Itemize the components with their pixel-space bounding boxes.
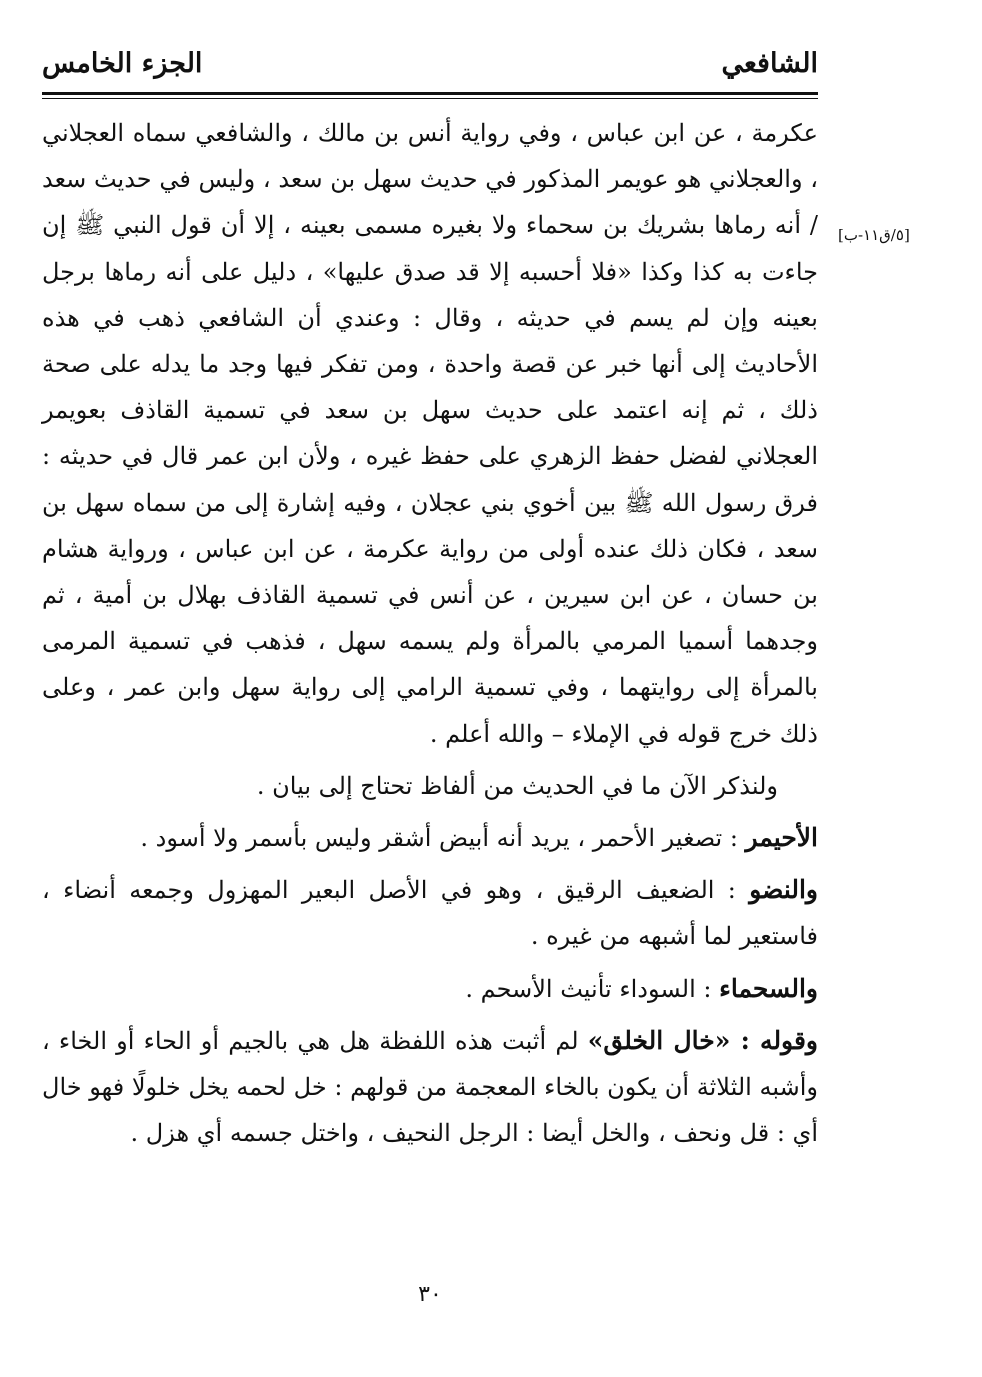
defined-term: والسحماء (719, 973, 818, 1003)
header-rule-thick (42, 92, 818, 95)
defined-term: والنضو (749, 875, 818, 905)
definition-text: : الضعيف الرقيق ، وهو في الأصل البعير المهزول وجمعه أنضاء ، فاستعير لما أشبهه من غيره . (42, 876, 818, 951)
page-number: ٣٠ (418, 1282, 442, 1307)
header-rule-thin (42, 98, 818, 99)
margin-folio-note: [٥/ق١١-ب] (838, 226, 910, 244)
paragraph-text: عكرمة ، عن ابن عباس ، وفي رواية أنس بن مالك ، والشافعي سماه العجلاني ، والعجلاني هو عويمر المذكور في حديث سهل بن سعد ، وليس في حديث سعد / أنه رماها بشريك بن سحماء ولا بغيره مسمى بعينه ، إلا أن قول النبي ﷺ إن جاءت به كذا وكذا «فلا أحسبه إلا قد صدق عليها» ، دليل على أنه رماها برجل بعينه وإن لم يسم في حديثه ، وقال : وعندي أن الشافعي ذهب في هذه الأحاديث إلى أنها خبر عن قصة واحدة ، ومن تفكر فيها وجد ما يدله على صحة ذلك ، ثم إنه اعتمد على حديث سهل بن سعد في تسمية القاذف بعويمر العجلاني لفضل حفظ الزهري على حفظ غيره ، ولأن ابن عمر قال في حديثه : فرق رسول الله ﷺ بين أخوي بني عجلان ، وفيه إشارة إلى من سماه سهل بن سعد ، فكان ذلك عنده أولى من رواية عكرمة ، عن ابن عباس ، ورواية هشام بن حسان ، عن ابن سيرين ، عن أنس في تسمية القاذف بهلال بن أمية ، ثم وجدهما أسميا المرمي بالمرأة ولم يسمه سهل ، فذهب في تسمية المرمى بالمرأة إلى روايتهما ، وفي تسمية الرامي إلى رواية سهل وابن عمر ، وعلى ذلك خرج قوله في الإملاء – والله أعلم . (42, 119, 819, 748)
part-label: الجزء الخامس (42, 48, 203, 79)
definition-text: : تصغير الأحمر ، يريد أنه أبيض أشقر وليس بأسمر ولا أسود . (140, 824, 746, 853)
definition-khal-alkhalq (42, 1018, 818, 1157)
defined-term: وقوله : «خال الخلق» (587, 1025, 818, 1055)
defined-term: الأحيمر (745, 823, 818, 853)
definition-ahaymir (42, 815, 818, 861)
definition-text: لم أثبت هذه اللفظة هل هي بالجيم أو الحاء أو الخاء ، وأشبه الثلاثة أن يكون بالخاء المعجمة من قولهم : خل لحمه يخل خلولًا فهو خال أي : قل ونحف ، والخل أيضا : الرجل النحيف ، واختل جسمه أي هزل . (42, 1026, 819, 1148)
definition-text: : السوداء تأنيث الأسحم . (465, 974, 720, 1003)
running-header (40, 40, 820, 96)
paragraph-1 (42, 110, 818, 757)
body-text (42, 110, 818, 1156)
book-title: الشافعي (721, 48, 818, 79)
definition-sahma (42, 966, 818, 1012)
definition-nidw (42, 867, 818, 959)
paragraph-2 (42, 763, 818, 809)
paragraph-text: ولنذكر الآن ما في الحديث من ألفاظ تحتاج إلى بيان . (256, 771, 778, 800)
